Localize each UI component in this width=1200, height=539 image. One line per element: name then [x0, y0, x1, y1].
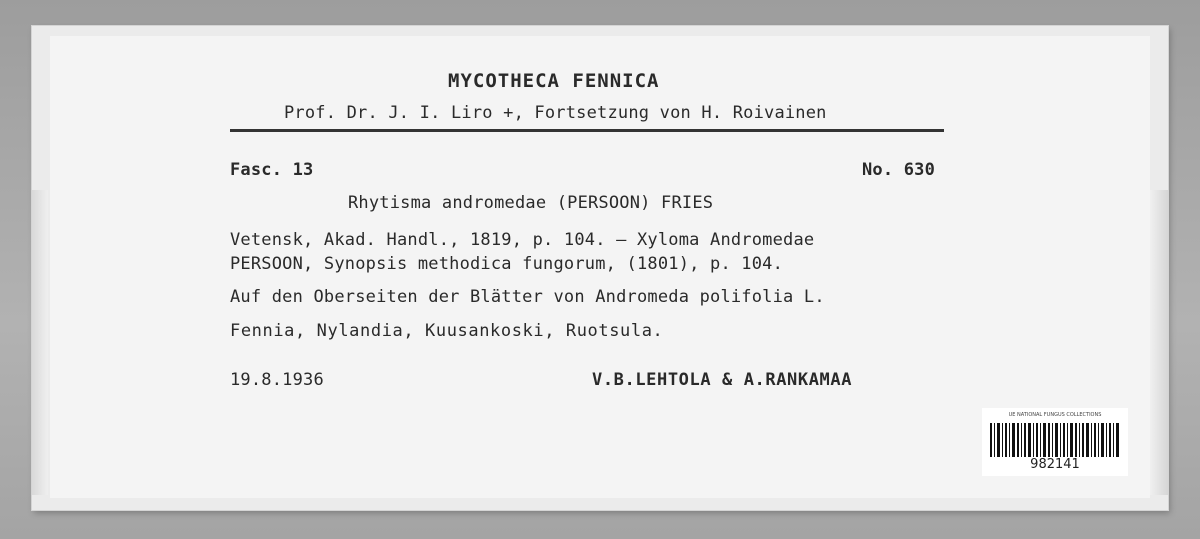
- barcode-label: [982, 408, 1128, 476]
- label-title: MYCOTHECA FENNICA: [448, 70, 660, 92]
- reference-line-2: PERSOON, Synopsis methodica fungorum, (1801), p. 104.: [230, 254, 784, 274]
- title-rule: [230, 129, 944, 132]
- barcode-number: 982141: [1030, 457, 1080, 472]
- locality: Fennia, Nylandia, Kuusankoski, Ruotsula.: [230, 321, 664, 341]
- collectors: V.B.LEHTOLA & A.RANKAMAA: [592, 370, 853, 390]
- envelope-flap-left: [32, 190, 48, 495]
- collection-date: 19.8.1936: [230, 370, 324, 390]
- envelope-flap-right: [1150, 190, 1168, 495]
- label-subtitle: Prof. Dr. J. I. Liro +, Fortsetzung von H. Roivainen: [284, 103, 827, 123]
- fascicle-number: Fasc. 13: [230, 160, 314, 180]
- host-description: Auf den Oberseiten der Blätter von Andromeda polifolia L.: [230, 287, 825, 307]
- specimen-number: No. 630: [862, 160, 936, 180]
- species-name: Rhytisma andromedae (PERSOON) FRIES: [348, 193, 714, 213]
- barcode-icon: [990, 423, 1120, 457]
- reference-line-1: Vetensk, Akad. Handl., 1819, p. 104. – Xyloma Andromedae: [230, 230, 815, 250]
- barcode-header: UE NATIONAL FUNGUS COLLECTIONS: [1008, 412, 1102, 418]
